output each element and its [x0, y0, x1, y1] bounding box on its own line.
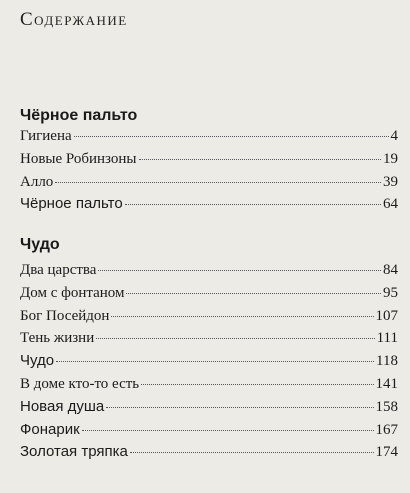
- toc-entry: [20, 125, 398, 148]
- entry-title: Бог Посейдон: [20, 307, 110, 324]
- toc-entry: [20, 305, 398, 328]
- section-2-entries: [20, 259, 398, 464]
- entry-page: 167: [375, 421, 398, 438]
- entry-title: Чудо: [20, 352, 55, 370]
- toc-entry: [20, 441, 398, 464]
- section-1-entries: [20, 125, 398, 216]
- entry-title: Дом с фонтаном: [20, 284, 125, 301]
- entry-page: 111: [376, 330, 398, 347]
- toc-entry: [20, 396, 398, 419]
- entry-page: 174: [375, 444, 398, 461]
- entry-title: Чёрное пальто: [20, 195, 123, 213]
- dot-leader: [111, 315, 373, 317]
- dot-leader: [74, 135, 389, 137]
- toc-entry: [20, 193, 398, 216]
- toc-entry: [20, 350, 398, 373]
- entry-title: Золотая тряпка: [20, 443, 128, 461]
- dot-leader: [98, 269, 381, 271]
- toc-entry: [20, 327, 398, 350]
- toc-entry: [20, 171, 398, 194]
- dot-leader: [55, 181, 381, 183]
- dot-leader: [82, 429, 374, 431]
- toc-entry: [20, 373, 398, 396]
- toc-heading: Содержание: [20, 9, 128, 30]
- toc-entry: [20, 419, 398, 442]
- section-title-1: Чёрное пальто: [20, 107, 138, 124]
- entry-page: 118: [376, 353, 398, 370]
- entry-page: 95: [383, 284, 398, 301]
- toc-entry: [20, 148, 398, 171]
- entry-page: 39: [383, 173, 398, 190]
- entry-page: 19: [383, 150, 398, 167]
- entry-title: Тень жизни: [20, 330, 95, 347]
- entry-title: Новые Робинзоны: [20, 150, 137, 167]
- entry-page: 4: [390, 128, 398, 144]
- toc-entry: [20, 259, 398, 282]
- dot-leader: [126, 292, 381, 294]
- dot-leader: [96, 337, 374, 339]
- entry-title: Новая душа: [20, 397, 105, 415]
- entry-title: В доме кто-то есть: [20, 375, 140, 392]
- dot-leader: [125, 203, 381, 205]
- toc-entry: [20, 282, 398, 305]
- dot-leader: [106, 406, 373, 408]
- entry-page: 84: [383, 262, 398, 278]
- entry-title: Два царства: [20, 262, 97, 278]
- entry-page: 158: [375, 398, 398, 415]
- entry-title: Гигиена: [20, 128, 72, 144]
- entry-title: Фонарик: [20, 420, 80, 438]
- dot-leader: [141, 383, 373, 385]
- dot-leader: [130, 451, 374, 453]
- dot-leader: [56, 360, 374, 362]
- section-title-2: Чудо: [20, 236, 60, 253]
- dot-leader: [139, 158, 382, 160]
- entry-title: Алло: [20, 173, 54, 190]
- entry-page: 107: [375, 307, 398, 324]
- entry-page: 64: [383, 196, 398, 213]
- entry-page: 141: [375, 375, 398, 392]
